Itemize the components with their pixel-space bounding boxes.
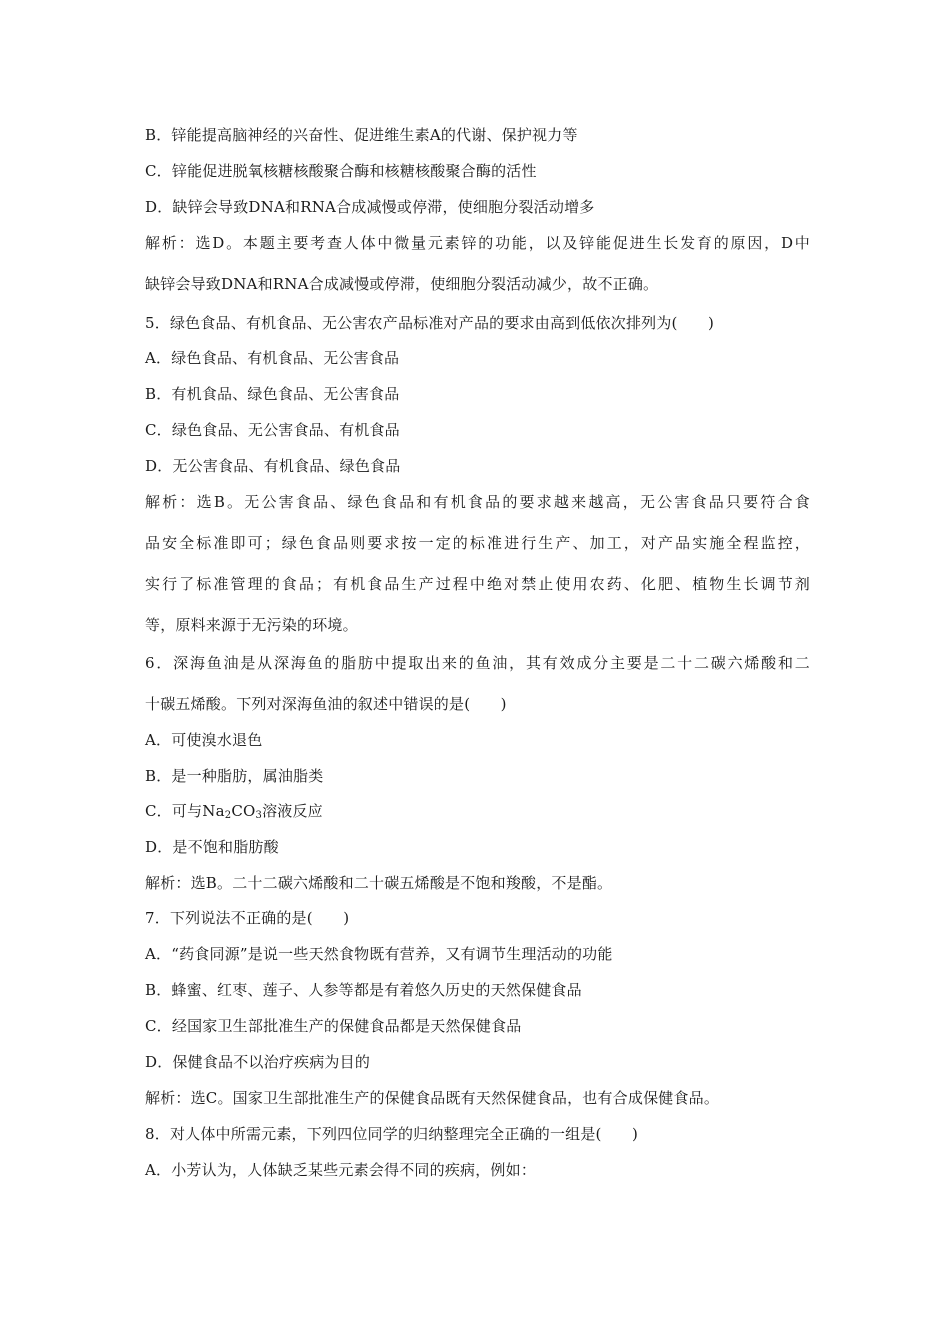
q5-option-d: D．无公害食品、有机食品、绿色食品: [145, 457, 401, 475]
q5-explanation-line-3: 实行了标准管理的食品；有机食品生产过程中绝对禁止使用农药、化肥、植物生长调节剂: [145, 575, 810, 593]
q6-explanation: 解析：选B。二十二碳六烯酸和二十碳五烯酸是不饱和羧酸，不是酯。: [145, 874, 613, 892]
q6-stem-line-1: 6．深海鱼油是从深海鱼的脂肪中提取出来的鱼油，其有效成分主要是二十二碳六烯酸和二: [145, 654, 810, 672]
q4-option-c: C．锌能促进脱氧核糖核酸聚合酶和核糖核酸聚合酶的活性: [145, 162, 537, 180]
q6-option-c-subscript-3: 3: [255, 810, 263, 821]
q6-option-c-mid: CO: [231, 802, 256, 820]
q5-stem: 5．绿色食品、有机食品、无公害农产品标准对产品的要求由高到低依次排列为( ): [145, 314, 715, 332]
q6-option-c-prefix: C．可与Na: [145, 802, 225, 820]
q6-option-b: B．是一种脂肪，属油脂类: [145, 767, 324, 785]
q7-option-d: D．保健食品不以治疗疾病为目的: [145, 1053, 371, 1071]
q7-option-b: B．蜂蜜、红枣、莲子、人参等都是有着悠久历史的天然保健食品: [145, 981, 582, 999]
q5-option-a: A．绿色食品、有机食品、无公害食品: [145, 349, 400, 367]
q5-option-b: B．有机食品、绿色食品、无公害食品: [145, 385, 400, 403]
q7-explanation: 解析：选C。国家卫生部批准生产的保健食品既有天然保健食品，也有合成保健食品。: [145, 1089, 720, 1107]
q4-explanation-line-1: 解析：选D。本题主要考查人体中微量元素锌的功能，以及锌能促进生长发育的原因，D中: [145, 234, 810, 252]
q4-option-d: D．缺锌会导致DNA和RNA合成减慢或停滞，使细胞分裂活动增多: [145, 198, 595, 216]
q5-explanation-line-4: 等，原料来源于无污染的环境。: [145, 616, 358, 634]
q8-option-a: A．小芳认为，人体缺乏某些元素会得不同的疾病，例如：: [145, 1161, 537, 1179]
q6-option-d: D．是不饱和脂肪酸: [145, 838, 279, 856]
q6-option-c: [145, 801, 810, 821]
q7-option-c: C．经国家卫生部批准生产的保健食品都是天然保健食品: [145, 1017, 522, 1035]
q6-stem-line-2: 十碳五烯酸。下列对深海鱼油的叙述中错误的是( ): [145, 695, 507, 713]
q4-option-b: B．锌能提高脑神经的兴奋性、促进维生素A的代谢、保护视力等: [145, 126, 578, 144]
q4-explanation-line-2: 缺锌会导致DNA和RNA合成减慢或停滞，使细胞分裂活动减少，故不正确。: [145, 275, 659, 293]
q5-explanation-line-1: 解析：选B。无公害食品、绿色食品和有机食品的要求越来越高，无公害食品只要符合食: [145, 493, 810, 511]
q6-option-c-suffix: 溶液反应: [262, 802, 323, 820]
q5-explanation-line-2: 品安全标准即可；绿色食品则要求按一定的标准进行生产、加工，对产品实施全程监控，: [145, 534, 810, 552]
q8-stem: 8．对人体中所需元素，下列四位同学的归纳整理完全正确的一组是( ): [145, 1125, 639, 1143]
q6-option-c-subscript-2: 2: [224, 810, 232, 821]
q7-option-a: A．“药食同源”是说一些天然食物既有营养，又有调节生理活动的功能: [145, 945, 613, 963]
q6-option-a: A．可使溴水退色: [145, 731, 263, 749]
q7-stem: 7．下列说法不正确的是( ): [145, 909, 350, 927]
q5-option-c: C．绿色食品、无公害食品、有机食品: [145, 421, 400, 439]
